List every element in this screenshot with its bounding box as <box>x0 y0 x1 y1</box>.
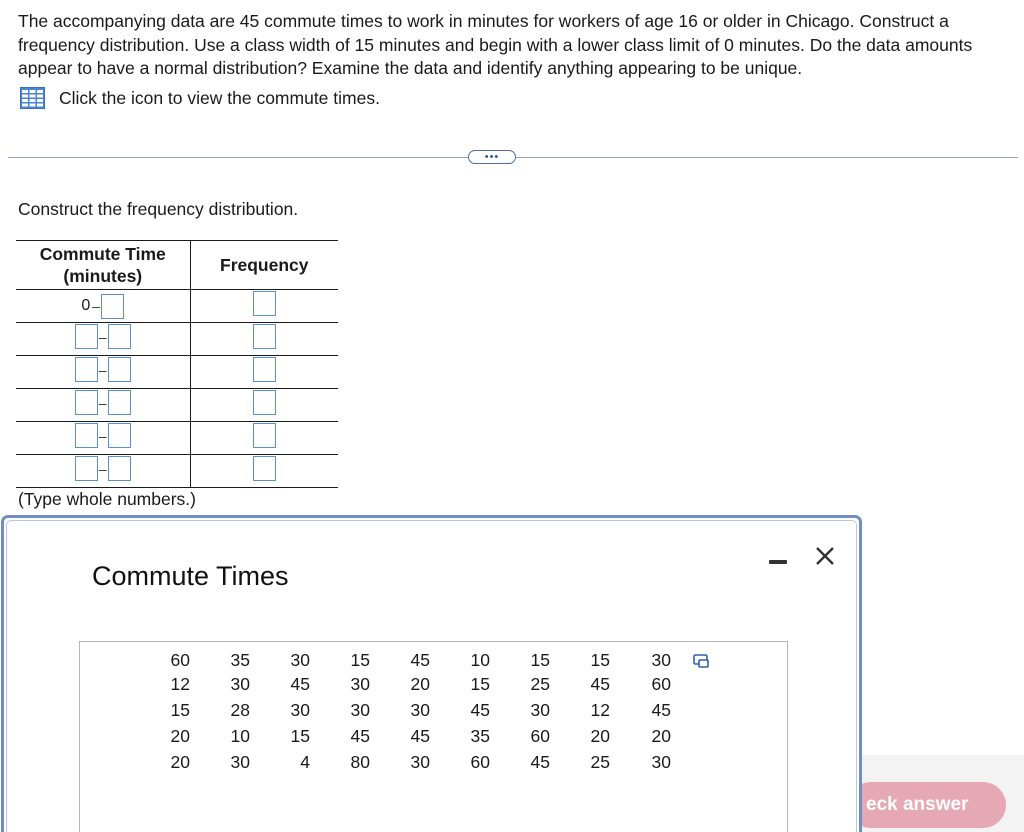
prompt-text: Construct the frequency distribution. <box>18 199 299 219</box>
lower-limit-input[interactable] <box>75 324 98 349</box>
lower-limit-input[interactable] <box>75 390 98 415</box>
class-limits-cell <box>16 455 190 488</box>
upper-limit-input[interactable] <box>108 423 131 448</box>
table-row <box>80 723 671 749</box>
table-row <box>16 455 338 488</box>
commute-time-cell: 25 <box>590 751 610 772</box>
frequency-cell <box>190 290 338 323</box>
commute-time-cell: 30 <box>230 751 250 772</box>
minimize-icon[interactable] <box>764 545 792 573</box>
commute-time-cell: 15 <box>590 650 610 670</box>
commute-time-cell: 45 <box>651 699 671 720</box>
commute-time-cell: 10 <box>470 650 490 670</box>
commute-time-cell: 30 <box>350 673 370 694</box>
commute-time-cell: 30 <box>530 699 550 720</box>
view-data-link[interactable] <box>20 87 380 109</box>
commute-time-cell: 45 <box>530 751 550 772</box>
commute-time-cell: 30 <box>410 751 430 772</box>
frequency-cell <box>190 356 338 389</box>
table-row <box>80 697 671 723</box>
commute-time-cell: 45 <box>590 673 610 694</box>
table-row <box>80 671 671 697</box>
class-limits-cell <box>16 389 190 422</box>
commute-time-cell: 30 <box>651 650 671 670</box>
commute-time-cell: 20 <box>651 725 671 746</box>
commute-time-cell: 60 <box>170 650 190 670</box>
commute-time-cell: 45 <box>470 699 490 720</box>
commute-time-cell: 45 <box>410 725 430 746</box>
commute-time-cell: 20 <box>170 725 190 746</box>
first-lower-limit: 0 <box>81 297 91 314</box>
commute-time-cell: 30 <box>230 673 250 694</box>
commute-time-cell: 60 <box>530 725 550 746</box>
commute-time-cell: 35 <box>470 725 490 746</box>
upper-limit-input[interactable] <box>108 456 131 481</box>
input-hint: (Type whole numbers.) <box>18 489 196 509</box>
commute-times-dialog <box>1 515 862 832</box>
class-limits-cell <box>16 422 190 455</box>
check-answer-button[interactable]: eck answer <box>848 782 1006 828</box>
lower-limit-input[interactable] <box>75 456 98 481</box>
commute-time-cell: 45 <box>290 673 310 694</box>
commute-time-cell: 45 <box>410 650 430 670</box>
table-row <box>80 642 671 671</box>
frequency-input[interactable] <box>253 423 276 448</box>
copy-icon[interactable] <box>693 654 711 670</box>
table-row <box>16 323 338 356</box>
commute-time-cell: 15 <box>470 673 490 694</box>
frequency-input[interactable] <box>253 390 276 415</box>
commute-time-header-line1: Commute Time <box>39 244 166 264</box>
frequency-cell <box>190 455 338 488</box>
table-row <box>16 389 338 422</box>
class-limits-cell <box>16 290 190 323</box>
frequency-cell <box>190 323 338 356</box>
frequency-cell <box>190 422 338 455</box>
frequency-input[interactable] <box>253 324 276 349</box>
commute-time-cell: 15 <box>530 650 550 670</box>
dialog-title: Commute Times <box>92 561 289 591</box>
more-button[interactable]: ••• <box>468 150 516 164</box>
frequency-input[interactable] <box>253 357 276 382</box>
commute-time-cell: 60 <box>470 751 490 772</box>
commute-time-cell: 30 <box>410 699 430 720</box>
commute-time-cell: 35 <box>230 650 250 670</box>
class-limits-cell <box>16 323 190 356</box>
frequency-table <box>16 240 338 488</box>
frequency-header: Frequency <box>190 241 338 290</box>
table-row <box>16 356 338 389</box>
table-row <box>80 749 671 775</box>
commute-time-cell: 20 <box>170 751 190 772</box>
close-icon[interactable] <box>811 542 839 570</box>
commute-time-cell: 60 <box>651 673 671 694</box>
data-table-container <box>79 641 788 832</box>
frequency-input[interactable] <box>253 291 276 316</box>
range-dash: – <box>92 298 101 314</box>
lower-limit-input[interactable] <box>75 423 98 448</box>
commute-time-cell: 30 <box>290 650 310 670</box>
commute-time-cell: 20 <box>410 673 430 694</box>
commute-time-cell: 28 <box>230 699 250 720</box>
commute-time-cell: 4 <box>300 751 310 772</box>
commute-time-cell: 15 <box>170 699 190 720</box>
commute-time-cell: 20 <box>590 725 610 746</box>
table-row <box>16 290 338 323</box>
commute-time-cell: 30 <box>350 699 370 720</box>
range-dash: – <box>98 427 107 444</box>
upper-limit-input[interactable] <box>108 390 131 415</box>
upper-limit-input[interactable] <box>108 324 131 349</box>
view-data-link-label[interactable]: Click the icon to view the commute times. <box>59 87 380 108</box>
commute-time-cell: 15 <box>350 650 370 670</box>
commute-time-header <box>16 241 190 290</box>
table-icon[interactable] <box>20 87 45 109</box>
commute-time-cell: 45 <box>350 725 370 746</box>
commute-time-cell: 30 <box>651 751 671 772</box>
commute-time-header-line2: (minutes) <box>63 266 143 286</box>
frequency-cell <box>190 389 338 422</box>
commute-time-cell: 30 <box>290 699 310 720</box>
commute-times-table <box>80 642 671 775</box>
commute-time-cell: 10 <box>230 725 250 746</box>
range-dash: – <box>98 328 107 345</box>
table-row <box>16 422 338 455</box>
commute-time-cell: 12 <box>170 673 190 694</box>
range-dash: – <box>98 460 107 477</box>
commute-time-cell: 15 <box>290 725 310 746</box>
commute-time-cell: 25 <box>530 673 550 694</box>
class-limits-cell <box>16 356 190 389</box>
upper-limit-input[interactable] <box>108 357 131 382</box>
lower-limit-input[interactable] <box>75 357 98 382</box>
frequency-input[interactable] <box>253 456 276 481</box>
commute-time-cell: 12 <box>590 699 610 720</box>
upper-limit-input[interactable] <box>101 294 124 319</box>
commute-time-cell: 80 <box>350 751 370 772</box>
range-dash: – <box>98 361 107 378</box>
range-dash: – <box>98 394 107 411</box>
question-text: The accompanying data are 45 commute times to work in minutes for workers of age 16 or older in Chicago. Construct a frequency distribution. Use a class width of 15 minutes and begin with a lower class limit of 0 minutes. Do the data amounts appear to have a normal distribution? Examine the data and identify anything appearing to be unique. <box>18 11 973 78</box>
